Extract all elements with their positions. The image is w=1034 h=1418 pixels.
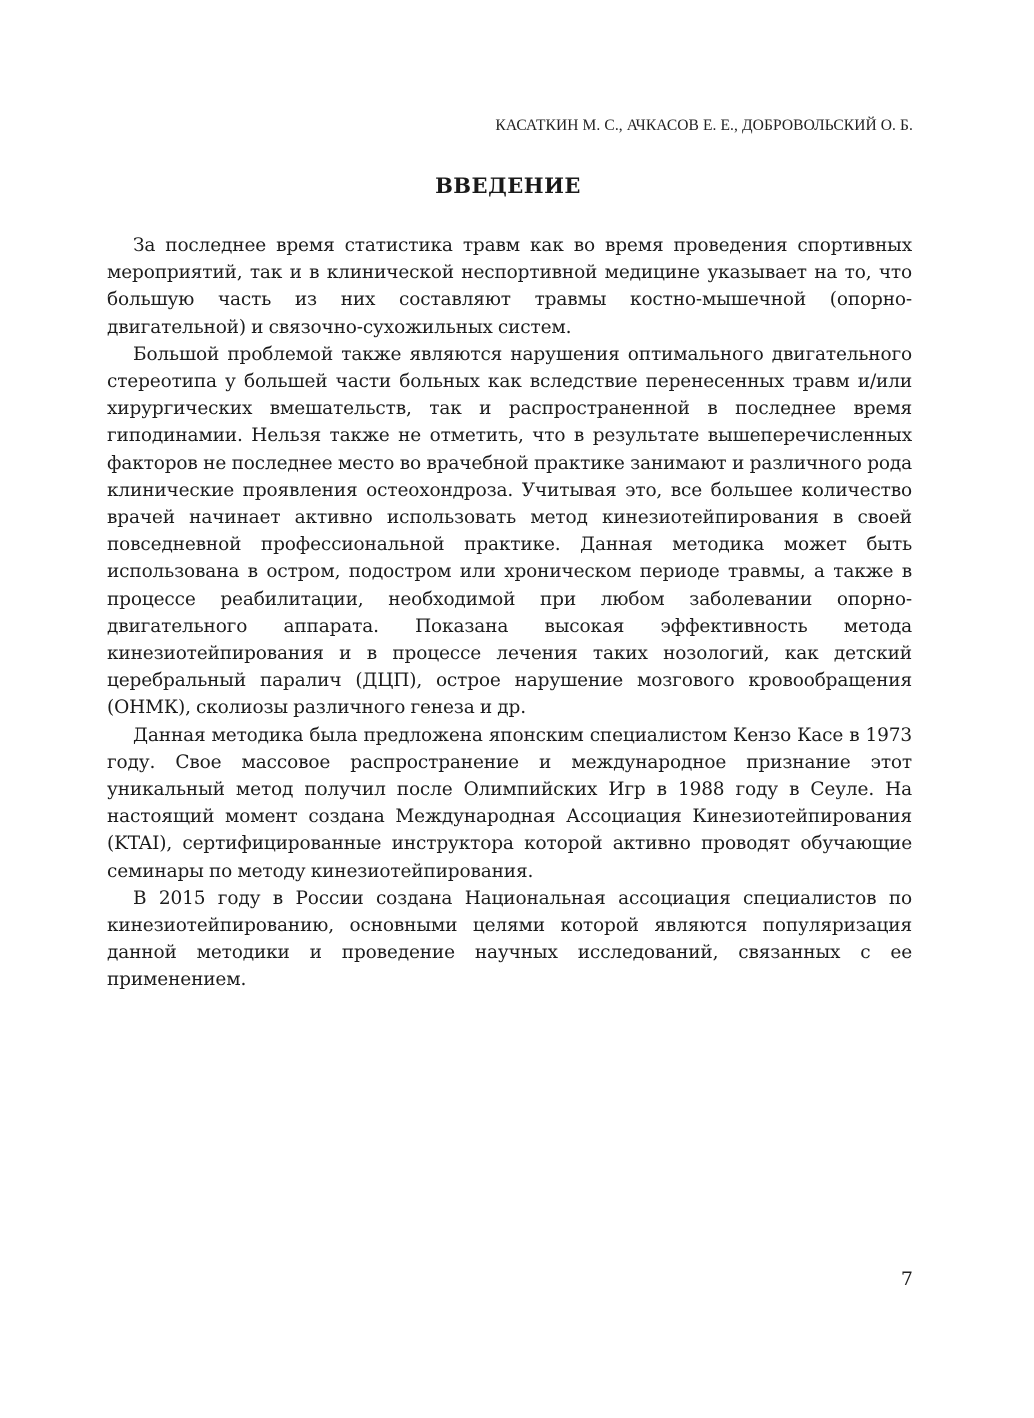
- paragraph-4: В 2015 году в России создана Национальная ассоциация специалистов по кинезиотейпированию, основными целями которой являются популяризация данной методики и проведение научных исследований, связанных с ее применением.: [107, 887, 912, 991]
- page-number: 7: [900, 1268, 913, 1290]
- paragraph-3: Данная методика была предложена японским специалистом Кензо Касе в 1973 году. Свое массовое распространение и международное признание этот уникальный метод получил после Олимпийских Игр в 1988 году в Сеуле. На настоящий момент создана Международная Ассоциация Кинезиотейпирования (KTAI), сертифицированные инструктора которой активно проводят обучающие семинары по методу кинезиотейпирования.: [107, 724, 912, 882]
- page-title: ВВЕДЕНИЕ: [435, 173, 581, 198]
- paragraph-1: За последнее время статистика травм как во время проведения спортивных мероприятий, так и в клинической неспортивной медицине указывает на то, что большую часть из них составляют травмы костно-мышечной (опорно-двигательной) и связочно-сухожильных систем.: [107, 235, 912, 338]
- paragraph-2: Большой проблемой также являются нарушения оптимального двигательного стереотипа у большей части больных как вследствие перенесенных травм и/или хирургических вмешательств, так и распространенной в последнее время гиподинамии. Нельзя также не отметить, что в результате вышеперечисленных факторов не последнее место во врачебной практике занимают и различного рода клинические проявления остеохондроза. Учитывая это, все большее количество врачей начинает активно использовать метод кинезиотейпирования в своей повседневной профессиональной практике. Данная методика может быть использована в остром, подостром или хроническом периоде травмы, а также в процессе реабилитации, необходимой при любом заболевании опорно-двигательного аппарата. Показана высокая эффективность метода кинезиотейпирования и в процессе лечения таких нозологий, как детский церебральный паралич (ДЦП), острое нарушение мозгового кровообращения (ОНМК), сколиозы различного генеза и др.: [107, 343, 912, 719]
- body-text: [107, 232, 912, 994]
- running-head: КАСАТКИН М. С., АЧКАСОВ Е. Е., ДОБРОВОЛЬСКИЙ О. Б.: [495, 117, 913, 134]
